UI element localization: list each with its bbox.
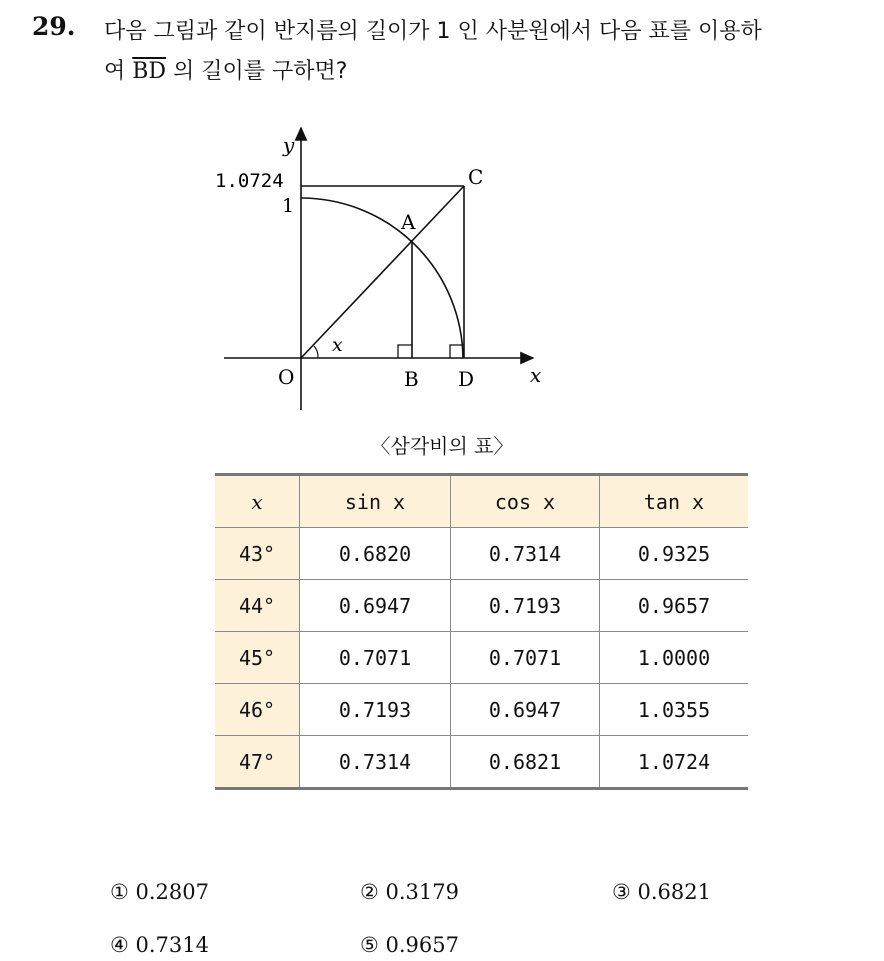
segment-oc — [301, 186, 464, 358]
cell-sin: 0.7314 — [300, 736, 451, 789]
point-label-a: A — [401, 210, 416, 234]
cell-tan: 1.0000 — [600, 632, 749, 684]
quarter-arc — [301, 198, 463, 358]
segment-bd: $\overline{BD}$ — [132, 59, 167, 84]
row-angle: 44° — [215, 580, 300, 632]
question-text-suffix: 의 길이를 구하면? — [166, 59, 348, 84]
angle-label-x: x — [332, 334, 343, 356]
tick-label-1: 1 — [282, 195, 295, 217]
row-angle: 46° — [215, 684, 300, 736]
tick-label-1-0724: 1.0724 — [215, 170, 284, 192]
question-text-prefix: 여 — [104, 59, 133, 84]
y-axis-label: y — [283, 133, 295, 157]
cell-cos: 0.6947 — [451, 684, 600, 736]
table-row — [215, 736, 748, 789]
cell-sin: 0.6947 — [300, 580, 451, 632]
cell-cos: 0.7314 — [451, 528, 600, 580]
point-label-b: B — [404, 367, 419, 391]
choice-3[interactable]: ③ 0.6821 — [612, 880, 711, 904]
quarter-circle-figure — [200, 120, 560, 420]
cell-cos: 0.7193 — [451, 580, 600, 632]
choice-5[interactable]: ⑤ 0.9657 — [360, 933, 459, 957]
cell-tan: 1.0355 — [600, 684, 749, 736]
cell-cos: 0.7071 — [451, 632, 600, 684]
cell-sin: 0.7071 — [300, 632, 451, 684]
cell-sin: 0.6820 — [300, 528, 451, 580]
row-angle: 45° — [215, 632, 300, 684]
cell-tan: 0.9657 — [600, 580, 749, 632]
point-label-c: C — [468, 165, 484, 189]
table-caption: 〈삼각비의 표〉 — [370, 434, 514, 458]
angle-arc — [314, 346, 318, 358]
table-row — [215, 528, 748, 580]
point-label-o: O — [278, 365, 295, 389]
choice-2[interactable]: ② 0.3179 — [360, 880, 459, 904]
header-tan: tan x — [600, 475, 749, 528]
cell-tan: 0.9325 — [600, 528, 749, 580]
row-angle: 43° — [215, 528, 300, 580]
right-angle-b — [398, 345, 412, 358]
header-x: x — [215, 475, 300, 528]
header-sin: sin x — [300, 475, 451, 528]
table-row — [215, 632, 748, 684]
choice-1[interactable]: ① 0.2807 — [110, 880, 209, 904]
point-label-d: D — [458, 367, 475, 391]
header-cos: cos x — [451, 475, 600, 528]
table-header-row — [215, 475, 748, 528]
question-number: 29. — [32, 12, 76, 41]
cell-sin: 0.7193 — [300, 684, 451, 736]
question-text-line2 — [104, 54, 347, 85]
question-text-line1: 다음 그림과 같이 반지름의 길이가 1 인 사분원에서 다음 표를 이용하 — [104, 19, 762, 44]
table-row — [215, 580, 748, 632]
choice-4[interactable]: ④ 0.7314 — [110, 933, 209, 957]
trig-table — [215, 473, 748, 790]
row-angle: 47° — [215, 736, 300, 789]
cell-cos: 0.6821 — [451, 736, 600, 789]
x-axis-label: x — [530, 363, 542, 387]
cell-tan: 1.0724 — [600, 736, 749, 789]
table-row — [215, 684, 748, 736]
